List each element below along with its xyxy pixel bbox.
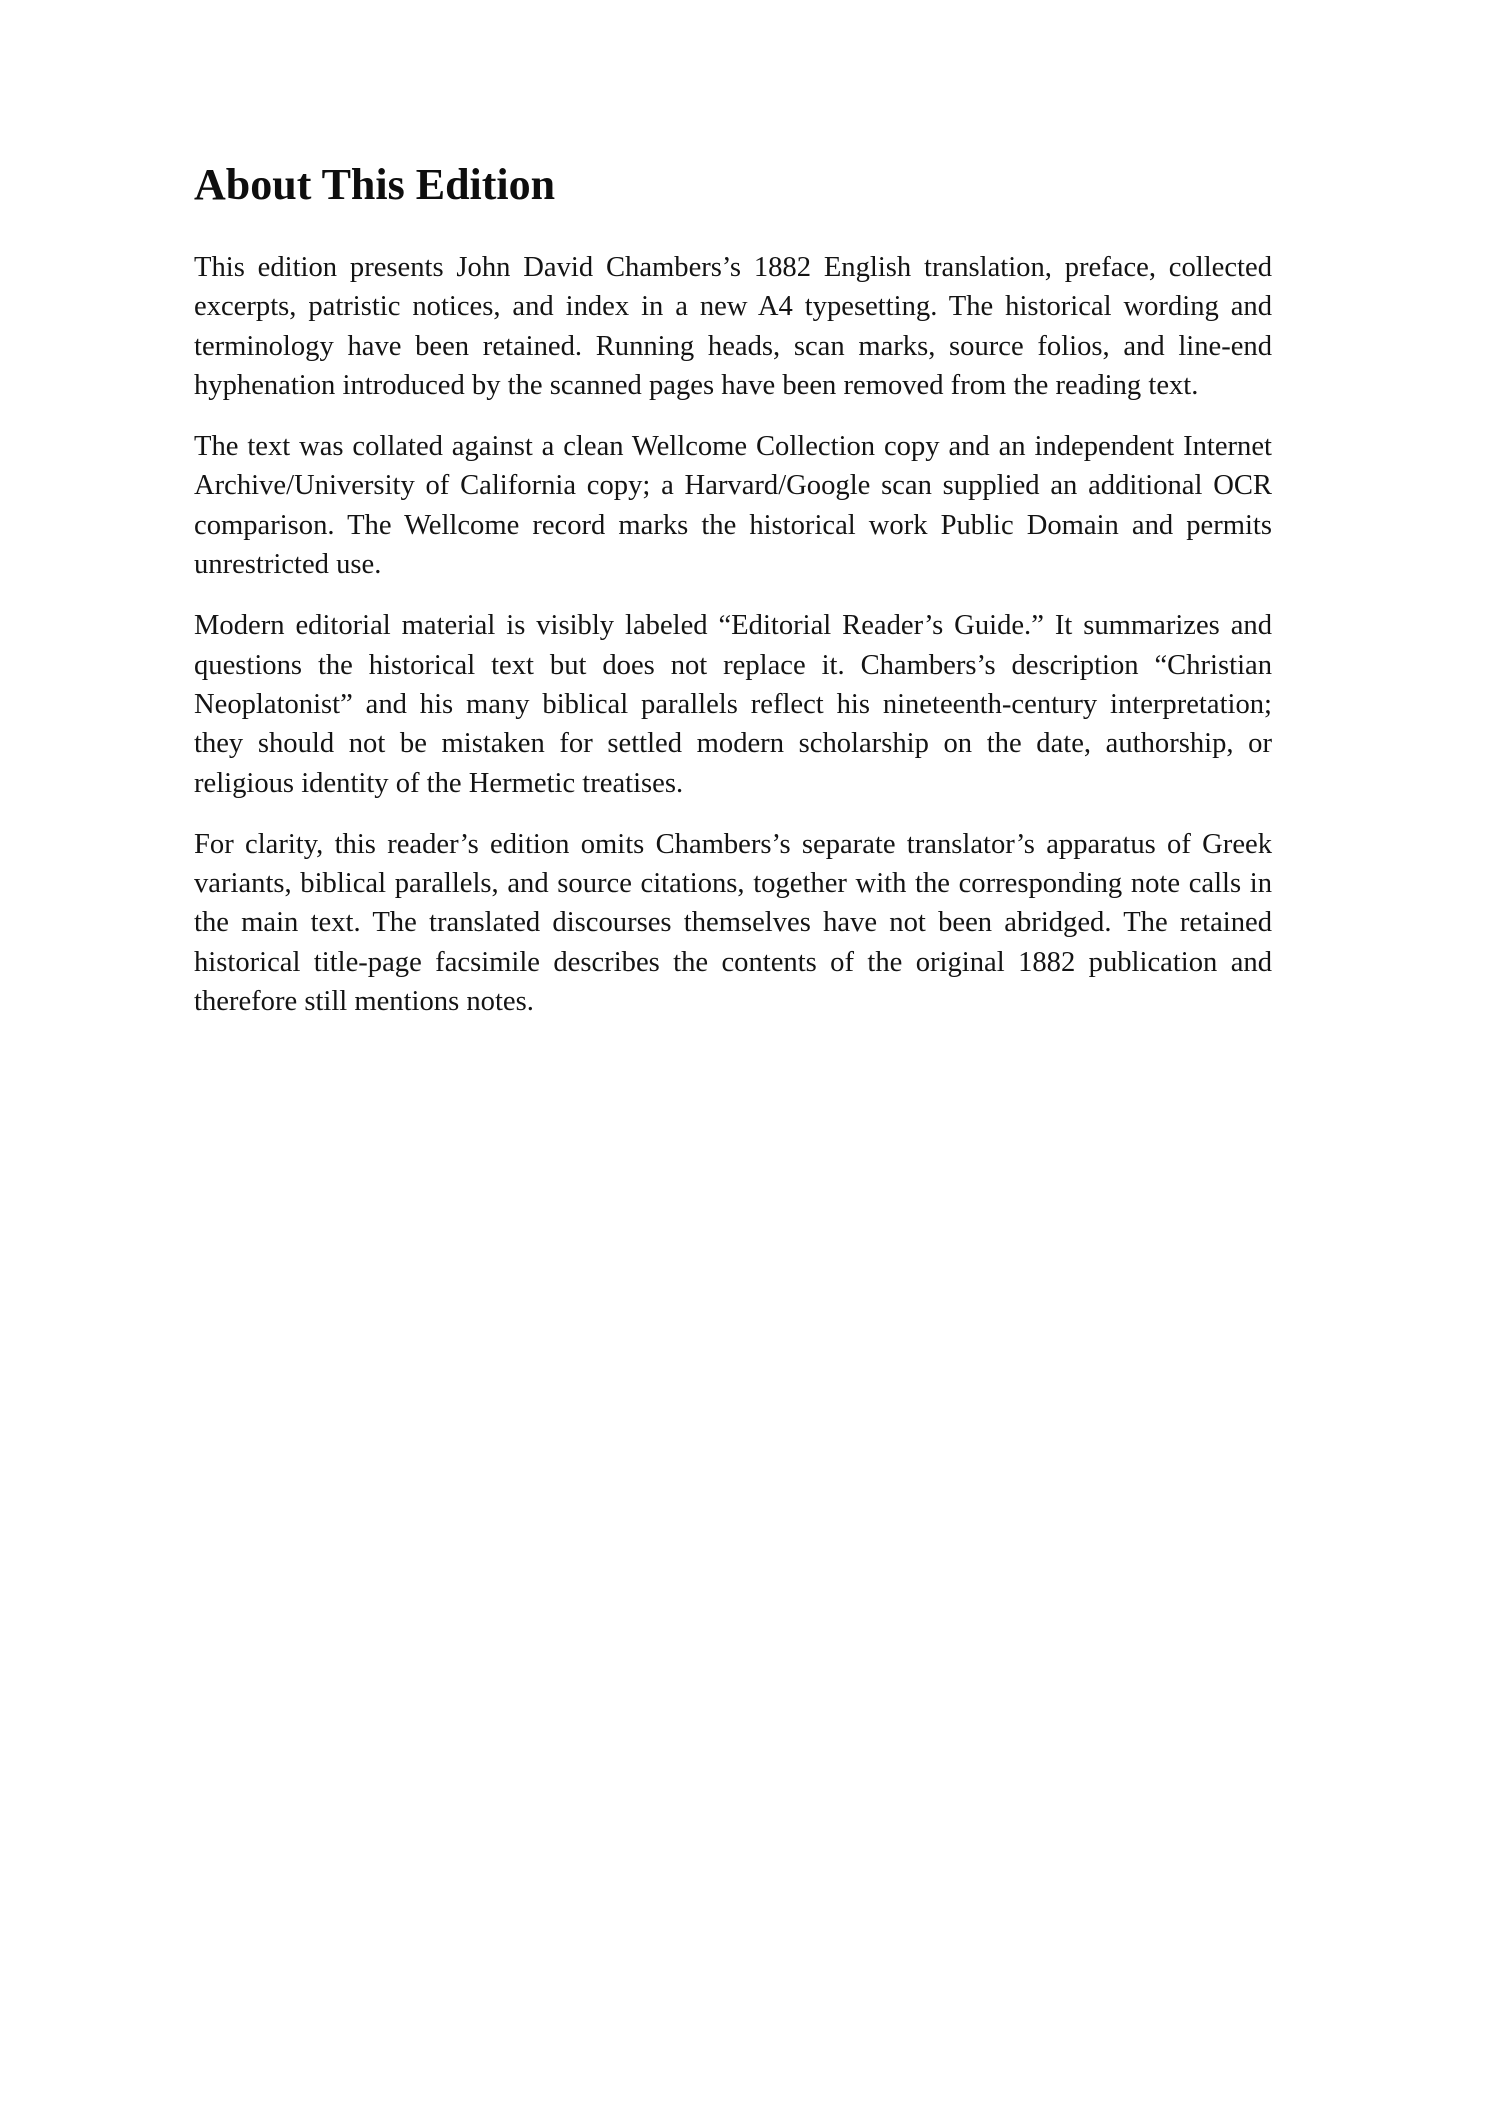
paragraph-3: Modern editorial material is visibly labeled “Editorial Reader’s Guide.” It summarizes and questions the historical text but does not replace it. Chambers’s description “Christian Neoplatonist” and his many biblical parallels reflect his nineteenth-century interpretation; they should not be mistaken for settled modern scholarship on the date, authorship, or religious identity of the Hermetic treatises. — [194, 610, 1272, 799]
paragraph-4: For clarity, this reader’s edition omits Chambers’s separate translator’s apparatus of Greek variants, biblical parallels, and source citations, together with the corresponding note calls in the main text. The translated discourses themselves have not been abridged. The retained historical title-page facsimile describes the contents of the original 1882 publication and therefore still mentions notes. — [194, 828, 1272, 1018]
paragraph-1: This edition presents John David Chambers’s 1882 English translation, preface, collected excerpts, patristic notices, and index in a new A4 typesetting. The historical wording and terminology have been retained. Running heads, scan marks, source folios, and line-end hyphenation introduced by the scanned pages have been removed from the reading text. — [194, 252, 1272, 401]
page-content — [194, 158, 1272, 1043]
page-title: About This Edition — [194, 160, 556, 209]
paragraph-2: The text was collated against a clean Wellcome Collection copy and an independent Internet Archive/University of California copy; a Harvard/Google scan supplied an additional OCR comparison. The Wellcome record marks the historical work Public Domain and permits unrestricted use. — [194, 431, 1272, 581]
